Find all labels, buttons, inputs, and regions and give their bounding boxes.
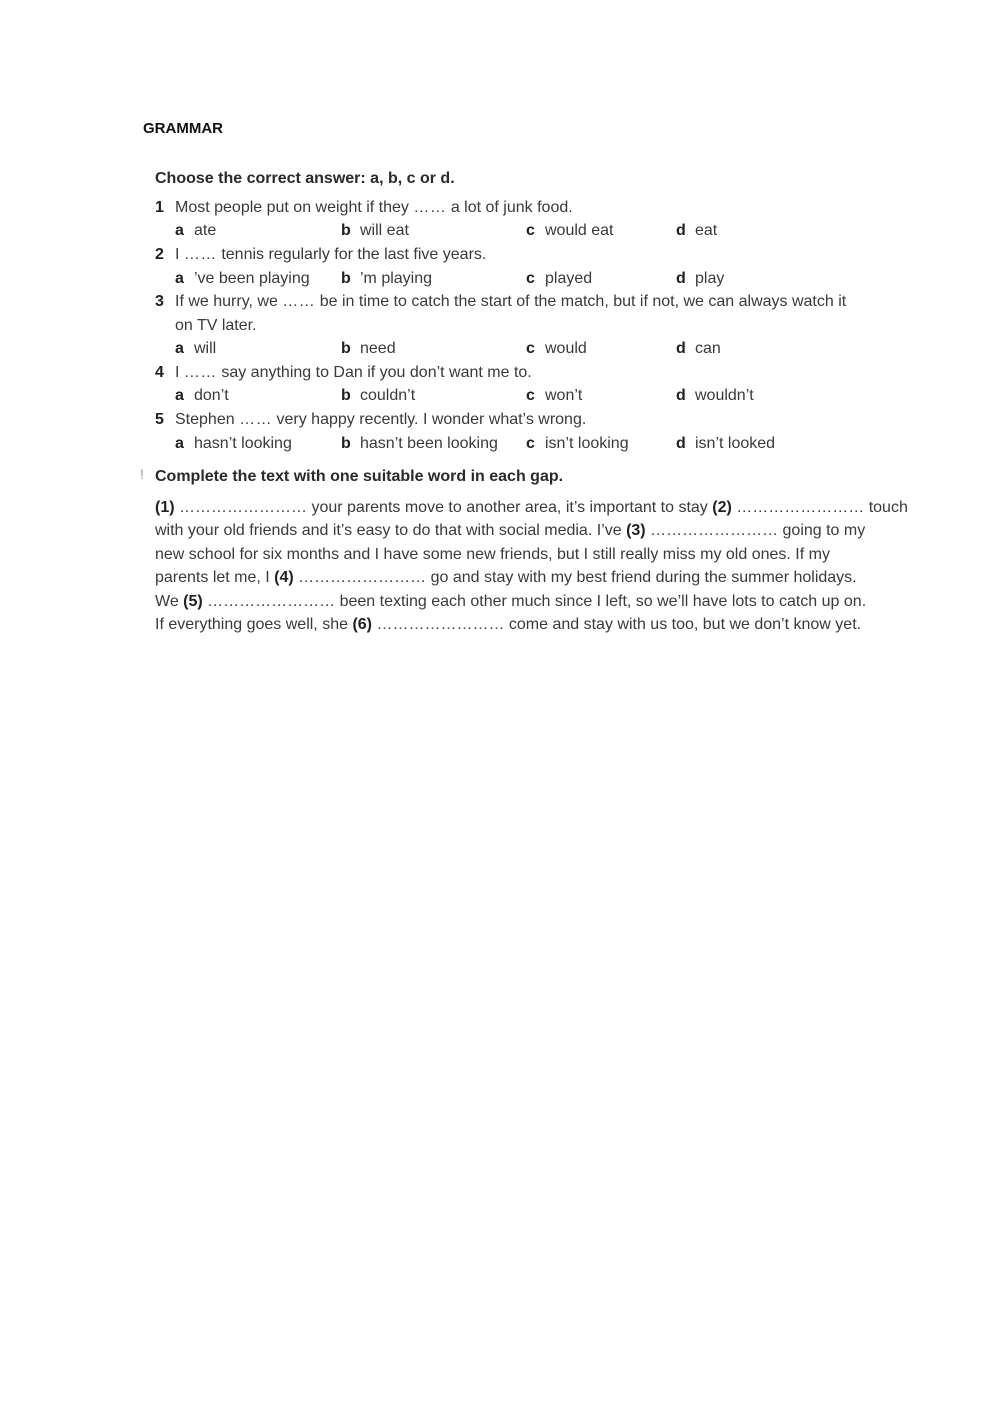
gap-number: (4) bbox=[274, 569, 294, 587]
option-b[interactable]: b need bbox=[341, 340, 396, 357]
question-text: say anything to Dan if you don’t want me to. bbox=[216, 364, 532, 381]
option-b[interactable]: b hasn’t been looking bbox=[341, 435, 498, 452]
answer-gap[interactable]: …… bbox=[183, 246, 217, 263]
gap-fill-passage bbox=[155, 496, 908, 636]
question-number: 3 bbox=[155, 293, 164, 310]
section1-instruction: Choose the correct answer: a, b, c or d. bbox=[155, 170, 455, 187]
option-a[interactable]: a don’t bbox=[175, 387, 229, 404]
option-a[interactable]: a hasn’t looking bbox=[175, 435, 292, 452]
question-number: 5 bbox=[155, 411, 164, 428]
question-text: very happy recently. I wonder what’s wrong. bbox=[272, 411, 587, 428]
passage-text: …………………… go and stay with my best friend during the summer holidays. bbox=[293, 569, 857, 587]
answer-gap[interactable]: …… bbox=[239, 411, 273, 428]
section2-marker: ! bbox=[140, 466, 144, 482]
question-text: I bbox=[175, 364, 184, 381]
question-text: I bbox=[175, 246, 184, 263]
passage-line bbox=[155, 613, 875, 636]
option-d[interactable]: d can bbox=[676, 340, 721, 357]
question-text: tennis regularly for the last five years. bbox=[216, 246, 487, 263]
answer-gap[interactable]: …… bbox=[183, 364, 217, 381]
passage-text: parents let me, I bbox=[155, 569, 275, 587]
passage-text: new school for six months and I have some new friends, but I still really miss my old ones. If my bbox=[155, 545, 830, 563]
option-b[interactable]: b couldn’t bbox=[341, 387, 416, 404]
answer-gap[interactable]: …… bbox=[282, 293, 316, 310]
passage-line bbox=[155, 590, 875, 613]
passage-text: …………………… touch bbox=[731, 499, 908, 516]
option-c[interactable]: c won’t bbox=[526, 387, 583, 404]
passage-line bbox=[155, 496, 908, 519]
question-text: Most people put on weight if they bbox=[175, 199, 414, 216]
question-3-continuation: on TV later. bbox=[175, 317, 257, 334]
option-d[interactable]: d play bbox=[676, 270, 725, 287]
option-c[interactable]: c played bbox=[526, 270, 593, 287]
gap-number: (3) bbox=[626, 522, 646, 540]
option-a[interactable]: a ate bbox=[175, 222, 217, 239]
passage-text: We bbox=[155, 592, 184, 610]
option-d[interactable]: d eat bbox=[676, 222, 718, 239]
option-d[interactable]: d isn’t looked bbox=[676, 435, 776, 452]
question-text: a lot of junk food. bbox=[446, 199, 573, 216]
gap-number: (2) bbox=[712, 499, 732, 516]
passage-text: …………………… been texting each other much since I left, so we’ll have lots to catch up on. bbox=[202, 592, 867, 610]
gap-number: (5) bbox=[183, 592, 203, 610]
question-2 bbox=[155, 245, 486, 265]
passage-line bbox=[155, 566, 875, 589]
question-text: If we hurry, we bbox=[175, 293, 283, 310]
option-a[interactable]: a ’ve been playing bbox=[175, 270, 310, 287]
question-text: be in time to catch the start of the match, but if not, we can always watch it bbox=[315, 293, 847, 310]
section2-instruction: Complete the text with one suitable word in each gap. bbox=[155, 468, 564, 485]
question-number: 1 bbox=[155, 199, 164, 216]
question-5 bbox=[155, 410, 586, 430]
passage-text: …………………… your parents move to another area, it’s important to stay bbox=[174, 499, 713, 516]
passage-line bbox=[155, 543, 875, 566]
passage-text: with your old friends and it’s easy to do that with social media. I’ve bbox=[155, 522, 627, 540]
question-text: Stephen bbox=[175, 411, 240, 428]
option-d[interactable]: d wouldn’t bbox=[676, 387, 754, 404]
passage-line bbox=[155, 519, 875, 542]
gap-number: (1) bbox=[155, 499, 175, 516]
option-b[interactable]: b ’m playing bbox=[341, 270, 433, 287]
question-number: 4 bbox=[155, 364, 164, 381]
passage-text: If everything goes well, she bbox=[155, 616, 353, 634]
page-heading: GRAMMAR bbox=[143, 120, 223, 137]
question-number: 2 bbox=[155, 246, 164, 263]
question-3 bbox=[155, 292, 846, 312]
question-4 bbox=[155, 363, 532, 383]
answer-gap[interactable]: …… bbox=[413, 199, 447, 216]
option-a[interactable]: a will bbox=[175, 340, 217, 357]
option-c[interactable]: c would eat bbox=[526, 222, 614, 239]
option-c[interactable]: c would bbox=[526, 340, 587, 357]
passage-text: …………………… going to my bbox=[645, 522, 866, 540]
question-1 bbox=[155, 198, 573, 218]
option-c[interactable]: c isn’t looking bbox=[526, 435, 629, 452]
option-b[interactable]: b will eat bbox=[341, 222, 409, 239]
gap-number: (6) bbox=[352, 616, 372, 634]
passage-text: …………………… come and stay with us too, but we don’t know yet. bbox=[372, 616, 862, 634]
